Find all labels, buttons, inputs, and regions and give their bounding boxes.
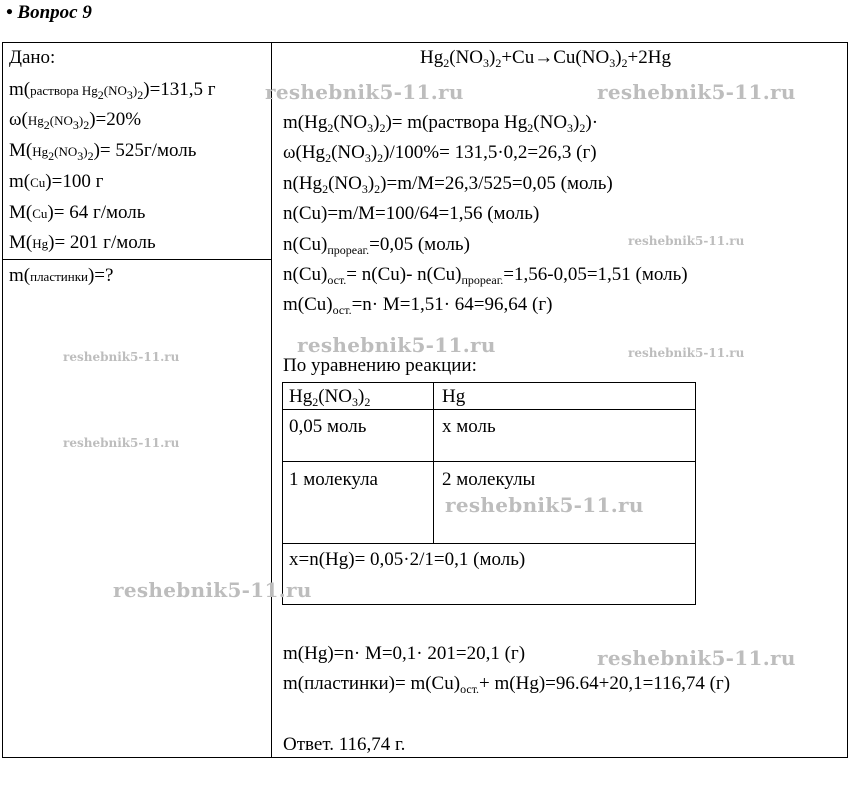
reaction-table-column-divider — [433, 382, 434, 544]
watermark: reshebnik5-11.ru — [628, 346, 745, 360]
table-result: x=n(Hg)= 0,05·2/1=0,1 (моль) — [289, 549, 526, 570]
solution-line-7: $m(Cu)_{ост.}=n\cdot M=1,51\cdot 64=96,64$ (г) — [283, 294, 553, 317]
table-cell-hg-molecules: 2 молекулы — [442, 469, 536, 490]
watermark: reshebnik5-11.ru — [628, 234, 745, 248]
reaction-table-row-divider — [282, 409, 696, 410]
by-reaction-label: По уравнению реакции: — [283, 355, 477, 376]
given-mass-solution: m(раствора $Hg_2(NO_3)_2)=131,5$ г — [9, 79, 216, 102]
table-cell-salt-moles: 0,05 моль — [289, 416, 367, 437]
column-divider — [271, 42, 272, 758]
solution-line-4: n(Cu)=m/M=100/64=1,56 (моль) — [283, 203, 540, 224]
table-header-hg: Hg — [442, 386, 466, 407]
reaction-equation: $Hg_2(NO_3)_2+Cu\to Cu(NO_3)_2+2Hg$ — [420, 47, 671, 70]
find-plate-mass: m(пластинки)=? — [9, 265, 114, 286]
table-cell-salt-molecules: 1 молекула — [289, 469, 378, 490]
reaction-table-row-divider — [282, 461, 696, 462]
answer: Ответ. 116,74 г. — [283, 734, 406, 755]
table-cell-hg-moles: x моль — [442, 416, 496, 437]
given-find-divider — [2, 259, 272, 260]
watermark: reshebnik5-11.ru — [445, 493, 644, 517]
watermark: reshebnik5-11.ru — [597, 646, 796, 670]
watermark: reshebnik5-11.ru — [597, 80, 796, 104]
solution-line-1: $m(Hg_2(NO_3)_2)=$ m(раствора $Hg_2(NO_3)_2)\cdot$ — [283, 112, 599, 135]
given-omega: $\omega(Hg_2(NO_3)_2)=20\%$ — [9, 109, 142, 132]
question-heading: • Вопрос 9 — [6, 2, 92, 23]
solution-mass-plate: m(пластинки)= $m(Cu)_{ост.}+ m(Hg)=96.64+20,1=116,74$ (г) — [283, 673, 731, 696]
solution-line-5: $n(Cu)_{прореаг.}=0,05$ (моль) — [283, 234, 470, 257]
given-mass-cu: m(Cu)=100 г — [9, 171, 104, 192]
solution-line-6: $n(Cu)_{ост.}= n(Cu)-$ $n(Cu)_{прореаг.}=1,56-0,05=1,51$ (моль) — [283, 264, 688, 287]
given-molar-salt: $M(Hg_2(NO_3)_2)=$ 525г/моль — [9, 140, 197, 163]
given-molar-hg: M(Hg)= 201 г/моль — [9, 232, 156, 253]
watermark: reshebnik5-11.ru — [265, 80, 464, 104]
reaction-table-row-divider — [282, 543, 696, 544]
solution-mass-hg: m(Hg)=n· M=0,1· 201=20,1 (г) — [283, 643, 526, 664]
watermark: reshebnik5-11.ru — [113, 578, 312, 602]
given-label: Дано: — [9, 47, 56, 68]
watermark: reshebnik5-11.ru — [63, 350, 180, 364]
watermark: reshebnik5-11.ru — [297, 333, 496, 357]
watermark: reshebnik5-11.ru — [63, 436, 180, 450]
table-header-salt: $Hg_2(NO_3)_2$ — [289, 386, 371, 409]
solution-line-2: $\omega(Hg_2(NO_3)_2)/100\%= 131,5\cdot 0,2=26,3$ (г) — [283, 142, 597, 165]
solution-line-3: $n(Hg_2(NO_3)_2)=m/M=26,3/525=0,05$ (моль) — [283, 173, 613, 196]
given-molar-cu: M(Cu)= 64 г/моль — [9, 202, 146, 223]
